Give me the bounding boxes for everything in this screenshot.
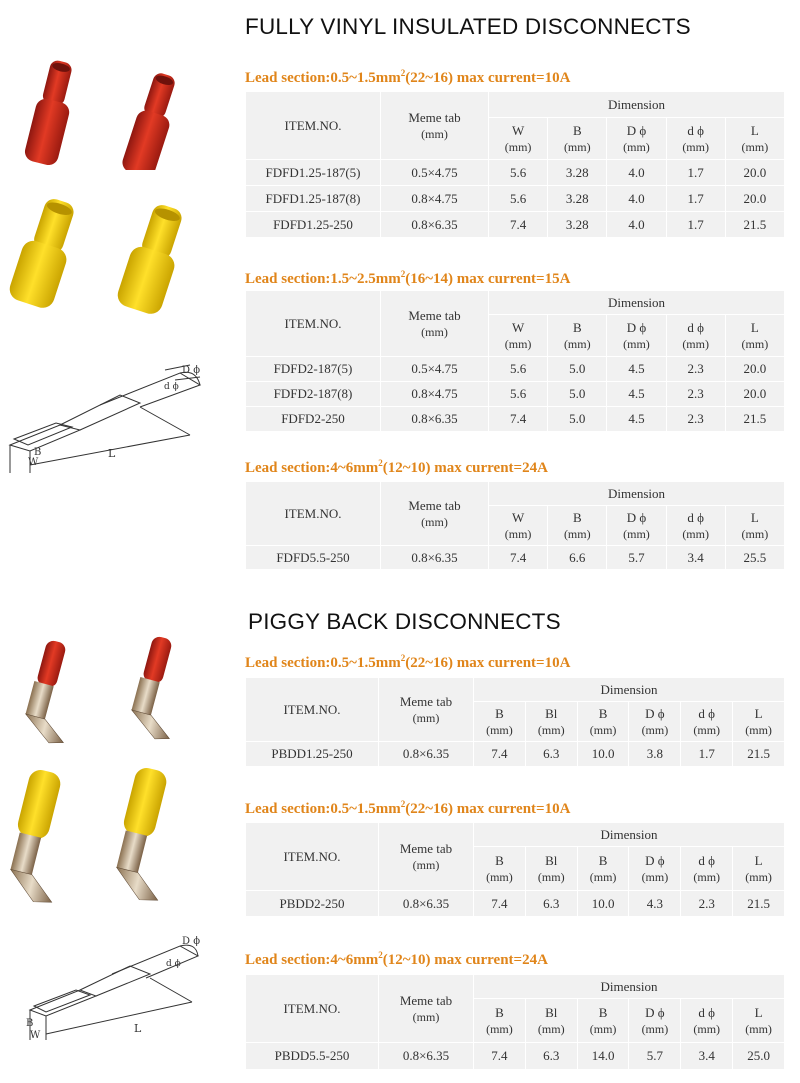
lead-section-label: Lead $section:4\sim 6mm^2(12\sim 10)$ max current=24A	[245, 458, 548, 476]
header-meme-tab: Meme tab (mm)	[381, 291, 489, 357]
header-item-no: ITEM.NO.	[246, 482, 381, 546]
header-col: L (mm)	[733, 702, 785, 742]
header-col: Bl (mm)	[525, 999, 577, 1043]
lead-section-label: Lead $section:4\sim 6mm^2(12\sim 10)$ max current=24A	[245, 950, 548, 968]
cell: 0.5×4.75	[381, 160, 489, 186]
cell: FDFD2-187(5)	[246, 357, 381, 382]
cell: 5.6	[489, 160, 548, 186]
cell: FDFD1.25-187(5)	[246, 160, 381, 186]
table-row	[246, 546, 785, 570]
cell: 20.0	[725, 382, 784, 407]
cell: 5.0	[548, 382, 607, 407]
header-col: W (mm)	[489, 118, 548, 160]
cell: 0.5×4.75	[381, 357, 489, 382]
cell: 7.4	[474, 1043, 526, 1070]
cell: 21.5	[725, 212, 784, 238]
cell: 0.8×4.75	[381, 382, 489, 407]
header-col: d ϕ (mm)	[681, 999, 733, 1043]
piggyback-dimension-drawing	[0, 930, 230, 1070]
red-piggyback-photo	[0, 625, 230, 750]
cell: 0.8×6.35	[381, 546, 489, 570]
dim-label-small-dphi: d ϕ	[166, 959, 181, 969]
lead-section-label: Lead $section:0.5\sim 1.5mm^2(22\sim 16)$ max current=10A	[245, 799, 571, 817]
header-col: B (mm)	[577, 847, 629, 891]
spec-table-fdfd2	[245, 290, 785, 432]
cell: 7.4	[474, 742, 526, 767]
table-row	[246, 357, 785, 382]
spec-table-pbdd125	[245, 677, 785, 767]
header-dimension: Dimension	[489, 92, 785, 118]
cell: 2.3	[666, 357, 725, 382]
cell: 7.4	[489, 546, 548, 570]
cell: 5.7	[629, 1043, 681, 1070]
header-col: B (mm)	[474, 999, 526, 1043]
header-col: B (mm)	[474, 847, 526, 891]
cell: 25.0	[733, 1043, 785, 1070]
cell: 3.28	[548, 160, 607, 186]
header-col: B (mm)	[577, 999, 629, 1043]
cell: 10.0	[577, 891, 629, 917]
red-terminal-1	[23, 58, 81, 167]
spec-table-fdfd55	[245, 481, 785, 570]
table-row	[246, 1043, 785, 1070]
header-meme-tab: Meme tab (mm)	[379, 678, 474, 742]
header-item-no: ITEM.NO.	[246, 823, 379, 891]
header-col: W (mm)	[489, 506, 548, 546]
header-col: W (mm)	[489, 315, 548, 357]
cell: 4.5	[607, 407, 666, 432]
cell: 20.0	[725, 357, 784, 382]
cell: 1.7	[681, 742, 733, 767]
yellow-piggyback-2	[106, 765, 188, 904]
section-title-fully-vinyl: FULLY VINYL INSULATED DISCONNECTS	[245, 14, 691, 39]
header-dimension: Dimension	[474, 823, 785, 847]
dim-label-w: W	[28, 457, 39, 468]
red-terminal-photo	[0, 50, 230, 170]
header-col: D ϕ (mm)	[629, 702, 681, 742]
red-piggyback-2	[126, 635, 194, 743]
yellow-terminal-photo	[0, 190, 230, 315]
red-piggyback-1	[20, 639, 88, 747]
table-row	[246, 742, 785, 767]
header-meme-tab: Meme tab (mm)	[381, 482, 489, 546]
dim-label-dphi: D ϕ	[182, 936, 201, 947]
table-row	[246, 160, 785, 186]
cell: 2.3	[666, 407, 725, 432]
header-col: D ϕ (mm)	[607, 506, 666, 546]
header-dimension: Dimension	[474, 678, 785, 702]
cell: 3.8	[629, 742, 681, 767]
cell: 0.8×4.75	[381, 186, 489, 212]
cell: 7.4	[489, 407, 548, 432]
table-row	[246, 407, 785, 432]
spec-table-fdfd125	[245, 91, 785, 238]
cell: 4.0	[607, 160, 666, 186]
cell: 3.28	[548, 186, 607, 212]
cell: 5.0	[548, 357, 607, 382]
cell: FDFD1.25-187(8)	[246, 186, 381, 212]
dim-label-dphi: D ϕ	[182, 365, 201, 376]
cell: 6.3	[525, 742, 577, 767]
cell: 7.4	[489, 212, 548, 238]
cell: 3.28	[548, 212, 607, 238]
cell: 21.5	[733, 891, 785, 917]
cell: 0.8×6.35	[381, 212, 489, 238]
cell: FDFD2-250	[246, 407, 381, 432]
cell: 4.3	[629, 891, 681, 917]
section-title-piggy-back: PIGGY BACK DISCONNECTS	[248, 609, 561, 634]
dim-label-l: L	[108, 447, 116, 460]
header-col: d ϕ (mm)	[681, 702, 733, 742]
header-col: L (mm)	[733, 847, 785, 891]
header-col: d ϕ (mm)	[666, 315, 725, 357]
spec-table-pbdd2	[245, 822, 785, 917]
cell: 5.0	[548, 407, 607, 432]
header-col: B (mm)	[474, 702, 526, 742]
cell: 1.7	[666, 160, 725, 186]
dim-label-b: B	[26, 1018, 34, 1029]
cell: 21.5	[733, 742, 785, 767]
cell: 2.3	[681, 891, 733, 917]
cell: 10.0	[577, 742, 629, 767]
header-item-no: ITEM.NO.	[246, 678, 379, 742]
header-col: Bl (mm)	[525, 702, 577, 742]
header-col: L (mm)	[725, 315, 784, 357]
table-row	[246, 891, 785, 917]
cell: 0.8×6.35	[379, 742, 474, 767]
header-col: L (mm)	[725, 506, 784, 546]
header-col: B (mm)	[548, 506, 607, 546]
cell: 25.5	[725, 546, 784, 570]
header-dimension: Dimension	[474, 975, 785, 999]
header-col: d ϕ (mm)	[666, 506, 725, 546]
dim-label-small-dphi: d ϕ	[164, 382, 179, 392]
cell: 5.6	[489, 357, 548, 382]
dim-label-w: W	[30, 1030, 41, 1041]
cell: 1.7	[666, 212, 725, 238]
cell: 5.7	[607, 546, 666, 570]
cell: 20.0	[725, 160, 784, 186]
cell: PBDD1.25-250	[246, 742, 379, 767]
cell: PBDD2-250	[246, 891, 379, 917]
cell: 0.8×6.35	[381, 407, 489, 432]
header-item-no: ITEM.NO.	[246, 291, 381, 357]
header-col: D ϕ (mm)	[607, 315, 666, 357]
yellow-piggyback-photo	[0, 760, 230, 910]
cell: PBDD5.5-250	[246, 1043, 379, 1070]
header-dimension: Dimension	[489, 482, 785, 506]
header-col: D ϕ (mm)	[607, 118, 666, 160]
table-row	[246, 212, 785, 238]
spec-table-pbdd55	[245, 974, 785, 1070]
cell: 3.4	[681, 1043, 733, 1070]
header-meme-tab: Meme tab (mm)	[379, 975, 474, 1043]
header-meme-tab: Meme tab (mm)	[379, 823, 474, 891]
cell: FDFD1.25-250	[246, 212, 381, 238]
header-col: B (mm)	[577, 702, 629, 742]
lead-section-label: Lead $section:0.5\sim 1.5mm^2(22\sim 16)$ max current=10A	[245, 653, 571, 671]
fully-insulated-dimension-drawing	[0, 355, 230, 495]
header-dimension: Dimension	[489, 291, 785, 315]
header-col: D ϕ (mm)	[629, 999, 681, 1043]
dim-label-l: L	[134, 1022, 142, 1035]
red-terminal-2	[120, 70, 184, 170]
yellow-terminal-1	[7, 194, 84, 311]
cell: 4.0	[607, 212, 666, 238]
header-col: d ϕ (mm)	[681, 847, 733, 891]
header-meme-tab: Meme tab (mm)	[381, 92, 489, 160]
cell: 0.8×6.35	[379, 1043, 474, 1070]
header-col: B (mm)	[548, 118, 607, 160]
cell: 4.5	[607, 382, 666, 407]
cell: 5.6	[489, 382, 548, 407]
cell: 1.7	[666, 186, 725, 212]
lead-section-label: Lead $section:1.5\sim 2.5mm^2(16\sim 14)$ max current=15A	[245, 269, 571, 287]
cell: 20.0	[725, 186, 784, 212]
cell: FDFD2-187(8)	[246, 382, 381, 407]
yellow-terminal-2	[115, 200, 192, 315]
cell: 6.3	[525, 1043, 577, 1070]
cell: 4.0	[607, 186, 666, 212]
header-col: L (mm)	[725, 118, 784, 160]
cell: FDFD5.5-250	[246, 546, 381, 570]
cell: 6.6	[548, 546, 607, 570]
dim-label-b: B	[34, 447, 42, 458]
cell: 7.4	[474, 891, 526, 917]
header-col: d ϕ (mm)	[666, 118, 725, 160]
header-item-no: ITEM.NO.	[246, 975, 379, 1043]
cell: 0.8×6.35	[379, 891, 474, 917]
header-item-no: ITEM.NO.	[246, 92, 381, 160]
header-col: L (mm)	[733, 999, 785, 1043]
header-col: B (mm)	[548, 315, 607, 357]
cell: 6.3	[525, 891, 577, 917]
table-row	[246, 382, 785, 407]
cell: 5.6	[489, 186, 548, 212]
table-row	[246, 186, 785, 212]
lead-section-label: Lead $section:0.5\sim 1.5mm^2(22\sim 16)$ max current=10A	[245, 68, 571, 86]
cell: 14.0	[577, 1043, 629, 1070]
header-col: D ϕ (mm)	[629, 847, 681, 891]
cell: 2.3	[666, 382, 725, 407]
cell: 4.5	[607, 357, 666, 382]
yellow-piggyback-1	[0, 767, 82, 906]
cell: 3.4	[666, 546, 725, 570]
cell: 21.5	[725, 407, 784, 432]
header-col: Bl (mm)	[525, 847, 577, 891]
